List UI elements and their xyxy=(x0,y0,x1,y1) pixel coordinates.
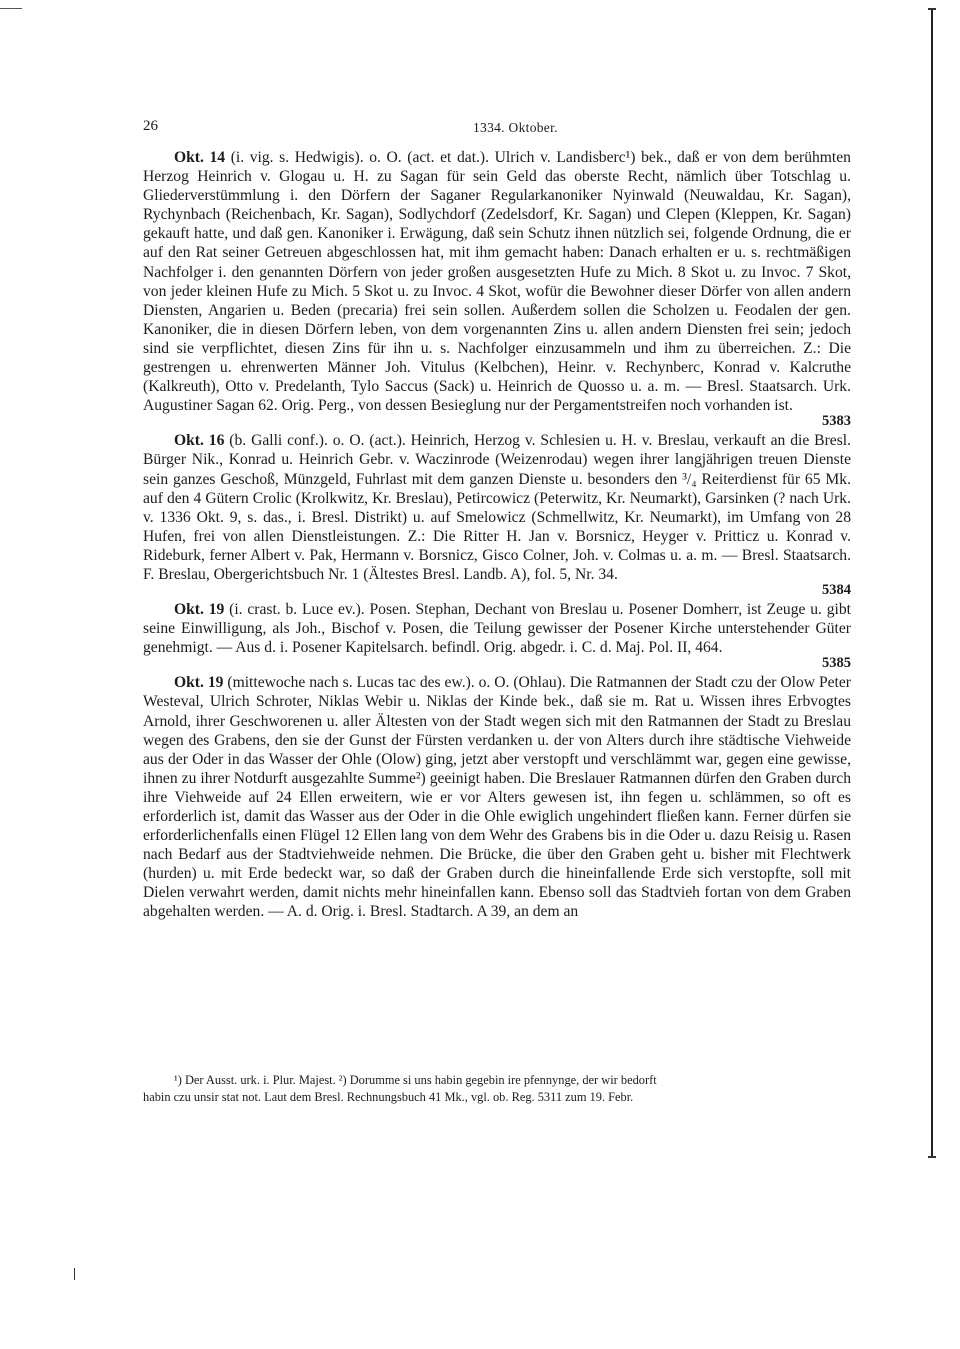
scan-margin-mark xyxy=(74,1268,75,1280)
entry-date: Okt. 14 xyxy=(174,149,226,166)
regest-entry xyxy=(143,431,851,598)
regest-entry xyxy=(143,600,851,671)
footnote-line: habin czu unsir stat not. Laut dem Bresl. Rechnungsbuch 41 Mk., vgl. ob. Reg. 5311 zum 19. Febr. xyxy=(143,1090,634,1104)
regest-entry xyxy=(143,673,851,921)
scan-corner-mark xyxy=(0,8,22,9)
entry-text: (mittewoche nach s. Lucas tac des ew.). o. O. (Ohlau). Die Ratmannen der Stadt czu der Olow Peter Westeval, Ulrich Schroter, Niklas Webir u. Niklas der Kinde bek., daß sie m. Rat u. Wissen ihres Erbvogtes Arnold, ihrer Geschworenen u. aller Ältesten von der Stadt wegen sich mit den Ratmannen der Stadt zu Breslau wegen des Grabens, den sie der Gunst der Fürsten verdanken u. der von Alters durch ihre städtische Viehweide aus der Oder in das Wasser der Ohle (Olow) ging, jetzt aber verstopft und verschlämmt war, gegen eine gewisse, ihnen zu ihrer Notdurft ausgezahlte Summe²) geeinigt haben. Die Breslauer Ratmannen dürfen den Graben durch ihre Viehweide auf 24 Ellen erweitern, wie er vor Alters gewesen ist, ihn fegen u. schlämmen, so oft es erforderlich ist, damit das Wasser aus der Oder in die Ohle ewiglich ungehindert fließen kann. Ferner dürfen sie erforderlichenfalls einen Flügel 12 Ellen lang von dem Wehr des Grabens bis in die Oder u. dazu Reisig u. Rasen nach Bedarf aus der Stadtviehweide nehmen. Die Brücke, die über den Graben geht u. bisher mit Flechtwerk (hurden) u. mit Erde bedeckt war, so daß der Graben durch die hineinfallende Erde sich verstopfte, soll mit Dielen verwahrt werden, damit nichts mehr hineinfallen kann. Ebenso soll das Stadtvieh fortan von dem Graben abgehalten werden. — A. d. Orig. i. Bresl. Stadtarch. A 39, an dem an xyxy=(143,674,852,921)
regest-number: 5383 xyxy=(822,413,851,430)
scan-edge-line xyxy=(931,8,933,1158)
entry-text: (i. crast. b. Luce ev.). Posen. Stephan, Dechant von Breslau u. Posener Domherr, ist Zeuge u. gibt seine Einwilligung, als Joh., Bischof v. Posen, die Teilung gewisser der Posener Kirche unterstehender Güter genehmigt. — Aus d. i. Posener Kapitelsarch. befindl. Orig. abgedr. i. C. d. Maj. Pol. II, 464. xyxy=(143,601,851,657)
scan-edge-mark xyxy=(928,8,936,10)
regest-number: 5384 xyxy=(822,582,851,599)
page-number: 26 xyxy=(143,118,158,134)
running-title: 1334. Oktober. xyxy=(473,120,558,135)
entry-text: (i. vig. s. Hedwigis). o. O. (act. et dat.). Ulrich v. Landisberc¹) bek., daß er von dem berühmten Herzog Heinrich v. Glogau u. H. zu Sagan für sein Geld das oberste Recht, nämlich über Totschlag u. Gliederverstümmlung i. den Dörfern der Saganer Regularkanoniker Nyinwald (Neuwaldau, Kr. Sagan), Rychynbach (Reichenbach, Kr. Sagan), Sodlychdorf (Zedelsdorf, Kr. Sagan) und Clepen (Kleppen, Kr. Sagan) gekauft hatte, und daß gen. Kanoniker i. Erwägung, daß sein Schutz ihnen nützlich sei, folgende Ordnung, die er auf den Rat seiner Getreuen abgeschlossen hat, mit ihm gemacht haben: Danach erhalten er u. s. rechtmäßigen Nachfolger i. den genannten Dörfern von jeder großen ausgesetzten Hufe zu Mich. 8 Skot u. zu Invoc. 7 Skot, von jeder kleinen Hufe zu Mich. 5 Skot u. zu Invoc. 4 Skot, wofür die Bewohner dieser Dörfer von allen andern Diensten, Angarien u. Beden (precaria) frei sein sollen. Außerdem sollen die Scholzen u. Feodalen der gen. Kanoniker, die in diesen Dörfern leben, von dem vorgenannten Zins u. allen andern Diensten frei sein; jedoch sind sie verpflichtet, diesen Zins für ihn u. s. Nachfolger einzusammeln und ihm zu überreichen. Z.: Die gestrengen u. ehrenwerten Männer Joh. Vitulus (Kelbchen), Heinr. v. Rechynberc, Konrad v. Kalcruthe (Kalkreuth), Otto v. Predelanth, Tylo Saccus (Sack) u. Heinrich de Quosso u. a. m. — Bresl. Staatsarch. Urk. Augustiner Sagan 62. Orig. Perg., von dessen Besieglung nur der Pergamentstreifen noch vorhanden ist. xyxy=(143,149,851,415)
scan-edge-mark xyxy=(928,1156,936,1158)
footnote-line: ¹) Der Ausst. urk. i. Plur. Majest. ²) Dorumme si uns habin gegebin ire pfennynge, der wir bedorft xyxy=(174,1073,657,1087)
page-header xyxy=(143,118,853,140)
entry-date: Okt. 19 xyxy=(174,601,225,619)
regest-number: 5385 xyxy=(822,655,851,672)
entry-date: Okt. 19 xyxy=(174,674,224,692)
regest-entry xyxy=(143,148,851,429)
entry-text: (b. Galli conf.). o. O. (act.). Heinrich, Herzog v. Schlesien u. H. v. Breslau, verkauft an die Bresl. Bürger Nik., Konrad u. Heinrich Gebr. v. Waczinrode (Weizenrodau) wegen ihrer langjährigen treuen Dienste sein ganzes Geschoß, Münzgeld, Fuhrlast mit dem ganzen Dienste u. besonders den ³/₄ Reiterdienst für 65 Mk. auf den 4 Gütern Crolic (Krolkwitz, Kr. Breslau), Petircowicz (Peterwitz, Kr. Neumarkt), Garsinken (? nach Urk. v. 1336 Okt. 9, s. das., i. Bresl. Distrikt) u. auf Smelowicz (Schmellwitz, Kr. Neumarkt), im Umfang von 28 Hufen, frei von allen Dienstleistungen. Z.: Die Ritter H. Jan v. Borsnicz, Heyger v. Pritticz u. Konrad v. Rideburk, ferner Albert v. Pak, Hermann v. Borsnicz, Gisco Colner, Joh. v. Colmas u. a. m. — Bresl. Staatsarch. F. Breslau, Obergerichtsbuch Nr. 1 (Ältestes Bresl. Landb. A), fol. 5, Nr. 34. xyxy=(143,432,851,583)
regest-entries xyxy=(143,148,851,924)
entry-date: Okt. 16 xyxy=(174,432,225,450)
footnotes xyxy=(143,1072,851,1106)
